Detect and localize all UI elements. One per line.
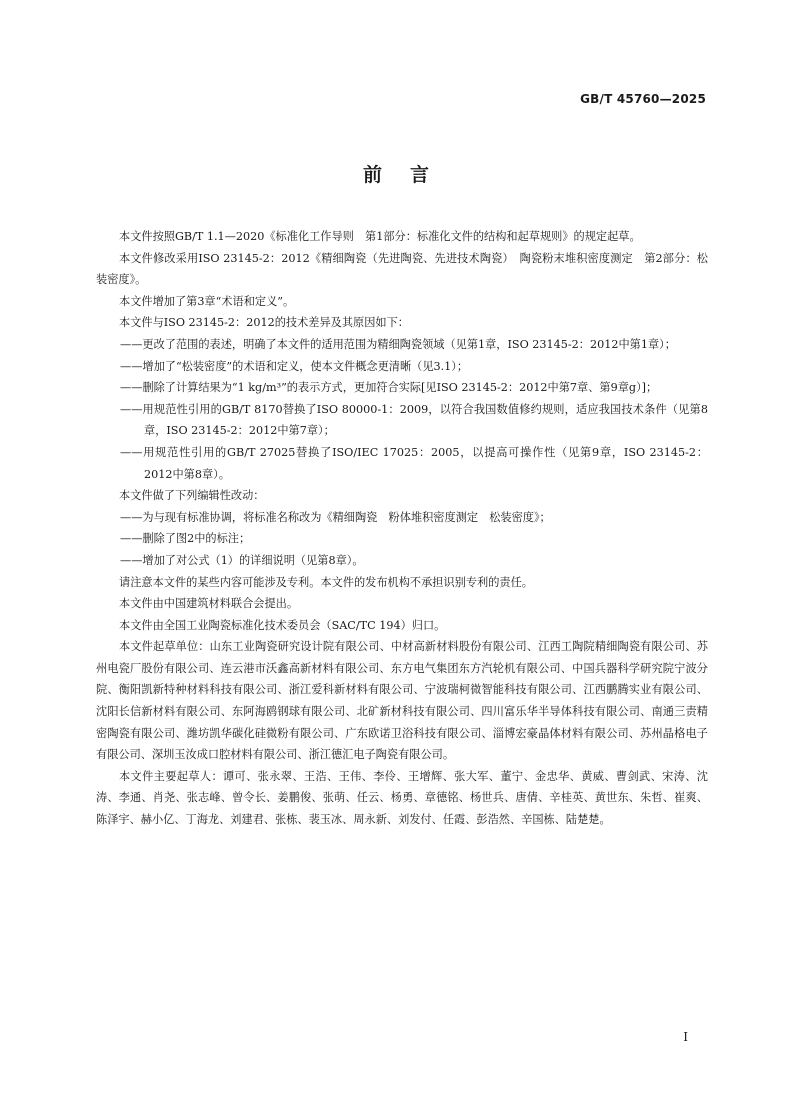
standard-number: GB/T 45760—2025 bbox=[580, 92, 706, 106]
paragraph: 本文件由中国建筑材料联合会提出。 bbox=[119, 597, 299, 611]
paragraph: 本文件与ISO 23145-2：2012的技术差异及其原因如下： bbox=[119, 316, 409, 330]
paragraph: 本文件主要起草人：谭可、张永翠、王浩、王伟、李伶、王增辉、张大军、董宁、金忠华、黄威、曹剑武、宋涛、沈涛、李通、肖尧、张志峰、曾令长、姜鹏俊、张萌、任云、杨勇、章德铭、杨世兵、唐倩、辛桂英、黄世东、朱哲、崔爽、陈泽宇、赫小亿、丁海龙、刘建君、张栋、裴玉冰、周永新、刘发付、任霞、彭浩然、辛国栋、陆楚楚。 bbox=[96, 769, 708, 827]
paragraph: 本文件由全国工业陶瓷标准化技术委员会（SAC/TC 194）归口。 bbox=[119, 618, 446, 632]
list-item: ——用规范性引用的GB/T 8170替换了ISO 80000-1：2009，以符合我国数值修约规则，适应我国技术条件（见第8章，ISO 23145-2：2012中第7章）； bbox=[120, 402, 708, 438]
list-item: ——为与现有标准协调，将标准名称改为《精细陶瓷 粉体堆积密度测定 松装密度》； bbox=[120, 510, 551, 524]
paragraph: 本文件做了下列编辑性改动： bbox=[119, 489, 265, 503]
paragraph: 本文件修改采用ISO 23145-2：2012《精细陶瓷（先进陶瓷、先进技术陶瓷） 陶瓷粉末堆积密度测定 第2部分：松装密度》。 bbox=[96, 251, 708, 287]
list-item: ——删除了图2中的标注； bbox=[120, 532, 251, 546]
paragraph: 本文件按照GB/T 1.1—2020《标准化工作导则 第1部分：标准化文件的结构和起草规则》的规定起草。 bbox=[119, 230, 641, 243]
list-item: ——用规范性引用的GB/T 27025替换了ISO/IEC 17025：2005，以提高可操作性（见第9章，ISO 23145-2：2012中第8章）。 bbox=[120, 445, 708, 481]
paragraph: 本文件起草单位：山东工业陶瓷研究设计院有限公司、中材高新材料股份有限公司、江西工陶院精细陶瓷有限公司、苏州电瓷厂股份有限公司、连云港市沃鑫高新材料有限公司、东方电气集团东方汽轮机有限公司、中国兵器科学研究院宁波分院、衡阳凯新特种材料科技有限公司、浙江爱科新材料有限公司、宁波瑞柯微智能科技有限公司、江西鹏腾实业有限公司、沈阳长信新材料有限公司、东阿海鸥钢球有限公司、北矿新材科技有限公司、四川富乐华半导体科技有限公司、南通三责精密陶瓷有限公司、潍坊凯华碳化硅微粉有限公司、广东欧诺卫浴科技有限公司、淄博宏豪晶体材料有限公司、苏州晶格电子有限公司、深圳玉汝成口腔材料有限公司、浙江德汇电子陶瓷有限公司。 bbox=[96, 640, 708, 762]
list-item: ——更改了范围的表述，明确了本文件的适用范围为精细陶瓷领域（见第1章，ISO 23145-2：2012中第1章）； bbox=[120, 337, 676, 351]
page-title: 前言 bbox=[362, 164, 457, 186]
list-item: ——增加了“松装密度”的术语和定义，使本文件概念更清晰（见3.1）； bbox=[120, 359, 469, 373]
paragraph: 本文件增加了第3章“术语和定义”。 bbox=[119, 294, 295, 308]
page-number: I bbox=[683, 1030, 688, 1044]
list-item: ——增加了对公式（1）的详细说明（见第8章）。 bbox=[120, 553, 364, 567]
paragraph: 请注意本文件的某些内容可能涉及专利。本文件的发布机构不承担识别专利的责任。 bbox=[119, 575, 533, 589]
foreword-body bbox=[96, 226, 708, 831]
list-item: ——删除了计算结果为“1 kg/m³”的表示方式，更加符合实际[见ISO 23145-2：2012中第7章、第9章g）]； bbox=[120, 381, 658, 395]
